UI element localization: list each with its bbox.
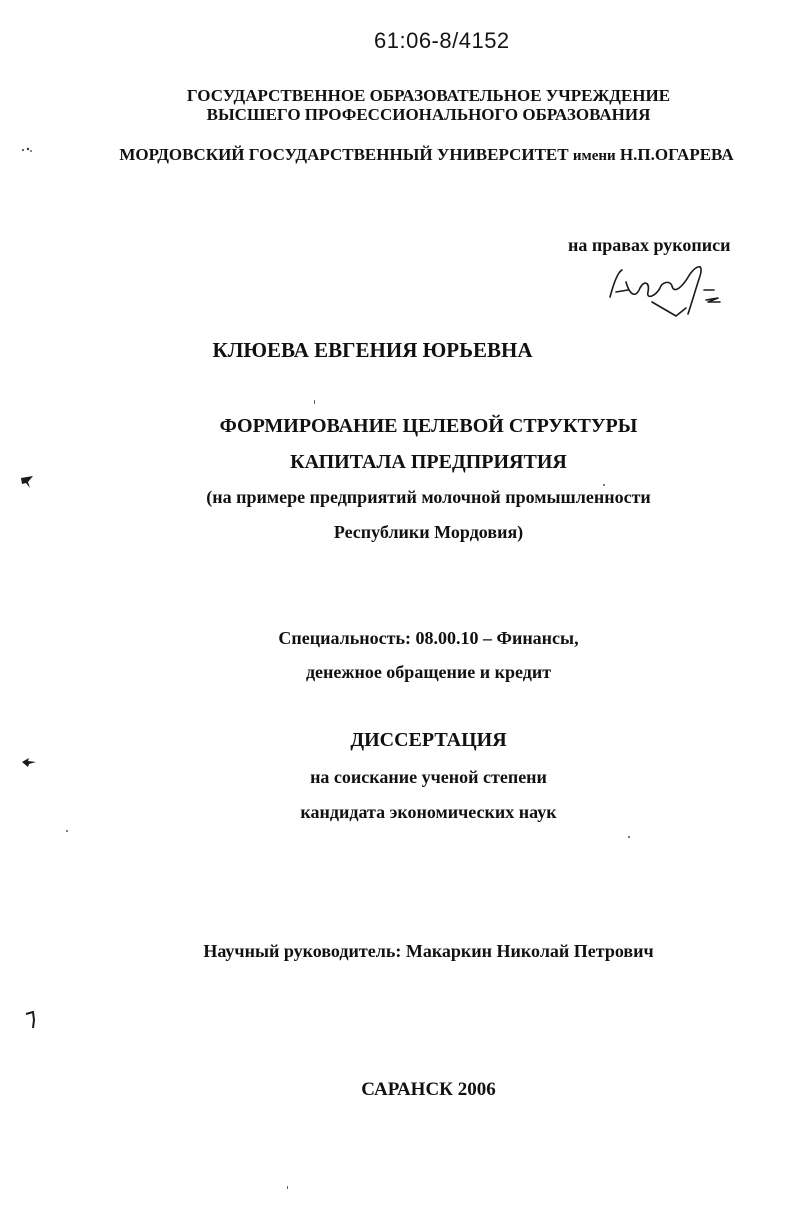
dissertation-heading: ДИССЕРТАЦИЯ: [350, 729, 507, 751]
title-line-1: ФОРМИРОВАНИЕ ЦЕЛЕВОЙ СТРУКТУРЫ: [219, 415, 638, 437]
scan-speck: [603, 484, 605, 486]
institution-line-1: ГОСУДАРСТВЕННОЕ ОБРАЗОВАТЕЛЬНОЕ УЧРЕЖДЕНИЕ: [186, 86, 671, 105]
author-name: КЛЮЕВА ЕВГЕНИЯ ЮРЬЕВНА: [212, 338, 533, 362]
degree-line-2: кандидата экономических наук: [300, 802, 557, 822]
scan-speck: [314, 400, 315, 404]
scientific-supervisor: Научный руководитель: Макаркин Николай Петрович: [203, 941, 654, 961]
university-imeni: имени: [572, 148, 616, 164]
manuscript-rights: на правах рукописи: [568, 235, 731, 255]
title-line-3: (на примере предприятий молочной промышленности: [206, 487, 651, 507]
scan-mark-icon: [18, 474, 36, 490]
scan-mark-icon: [20, 756, 38, 768]
university-name: [28, 145, 797, 165]
handwritten-signature: [600, 252, 730, 332]
scan-mark-icon: [20, 146, 34, 154]
university-main: МОРДОВСКИЙ ГОСУДАРСТВЕННЫЙ УНИВЕРСИТЕТ: [119, 145, 569, 164]
catalog-number: 61:06-8/4152: [374, 28, 510, 53]
scan-speck: [628, 836, 630, 838]
specialty-line-2: денежное обращение и кредит: [305, 662, 552, 682]
scan-speck: [66, 830, 68, 832]
city-year: САРАНСК 2006: [361, 1079, 496, 1100]
specialty-line-1: Специальность: 08.00.10 – Финансы,: [278, 628, 579, 648]
scan-mark-icon: [24, 1010, 38, 1030]
title-line-2: КАПИТАЛА ПРЕДПРИЯТИЯ: [290, 451, 567, 473]
university-person: Н.П.ОГАРЕВА: [619, 145, 734, 164]
institution-line-2: ВЫСШЕГО ПРОФЕССИОНАЛЬНОГО ОБРАЗОВАНИЯ: [206, 105, 651, 124]
degree-line-1: на соискание ученой степени: [310, 767, 547, 787]
scan-speck: [287, 1186, 288, 1189]
title-line-4: Республики Мордовия): [333, 522, 524, 542]
